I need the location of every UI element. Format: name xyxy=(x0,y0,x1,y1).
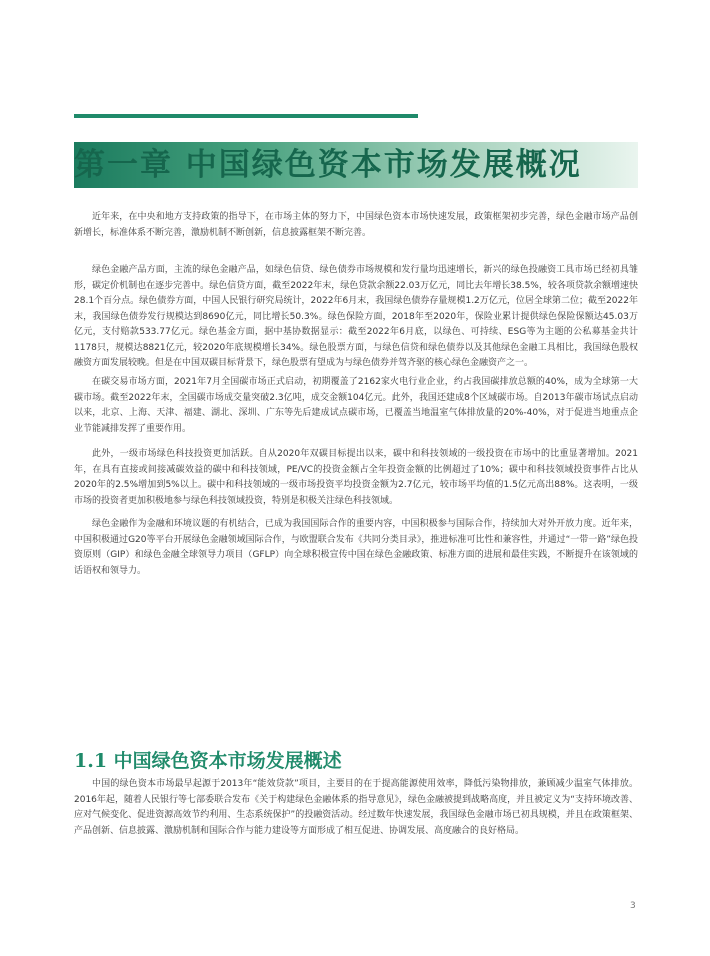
paragraph-primary-market: 此外，一级市场绿色科技投资更加活跃。自从2020年双碳目标提出以来，碳中和科技领域的一级投资在市场中的比重显著增加。2021年，在具有直接或间接减碳效益的碳中和科技领域，PE/VC的投资金额占全年投资金额的比例超过了10%；碳中和科技领域投资事件占比从2020年的2.5%增加到5%以上。碳中和科技领域的一级市场投资平均投资金额为2.7亿元，较市场平均值的1.5亿元高出88%。这表明，一级市场的投资者更加积极地参与绿色科技领域投资，特别是积极关注绿色科技领域。 xyxy=(74,449,638,506)
chapter-title-text: 第一章 中国绿色资本市场发展概况 xyxy=(74,147,582,183)
section-paragraph: 中国的绿色资本市场最早起源于2013年“能效贷款”项目，主要目的在于提高能源使用效率，降低污染物排放，兼顾减少温室气体排放。2016年起，随着人民银行等七部委联合发布《关于构建绿色金融体系的指导意见》，绿色金融被提到战略高度，并且被定义为“支持环境改善、应对气候变化、促进资源高效节约利用、生态系统保护”的投融资活动。经过数年快速发展，我国绿色金融市场已初具规模，并且在政策框架、产品创新、信息披露、激励机制和国际合作与能力建设等方面形成了相互促进、协调发展、高度融合的良好格局。 xyxy=(74,779,638,836)
paragraph-intro: 近年来，在中央和地方支持政策的指导下，在市场主体的努力下，中国绿色资本市场快速发展，政策框架初步完善，绿色金融市场产品创新增长，标准体系不断完善，激励机制不断创新，信息披露框架不断完善。 xyxy=(74,212,638,238)
paragraph-carbon-market: 在碳交易市场方面，2021年7月全国碳市场正式启动，初期覆盖了2162家火电行业企业，约占我国碳排放总额的40%，成为全球第一大碳市场。截至2022年末，全国碳市场成交量突破2.3亿吨，成交金额104亿元。此外，我国还建成8个区域碳市场。自2013年碳市场试点启动以来，北京、上海、天津、福建、湖北、深圳、广东等先后建成试点碳市场，已覆盖当地温室气体排放量的20%-40%，对于促进当地重点企业节能减排发挥了重要作用。 xyxy=(74,377,638,434)
paragraph-green-products: 绿色金融产品方面，主流的绿色金融产品，如绿色信贷、绿色债券市场规模和发行量均迅速增长，新兴的绿色投融资工具市场已经初具雏形，碳定价机制也在逐步完善中。绿色信贷方面，截至2022年末，绿色贷款余额22.03万亿元，同比去年增长38.5%，较各项贷款余额增速快28.1个百分点。绿色债券方面，中国人民银行研究局统计，2022年6月末，我国绿色债券存量规模1.2万亿元，位居全球第二位；截至2022年末，我国绿色债券发行规模达到8690亿元，同比增长50.3%。绿色保险方面，2018年至2020年，保险业累计提供绿色保险保额达45.03万亿元，支付赔款533.77亿元。绿色基金方面，据中基协数据显示：截至2022年6月底，以绿色、可持续、ESG等为主题的公私募基金共计1178只，规模达8821亿元，较2020年底规模增长34%。绿色股票方面，与绿色信贷和绿色债券以及其他绿色金融工具相比，我国绿色股权融资方面发展较晚。但是在中国双碳目标背景下，绿色股票有望成为与绿色债券并驾齐驱的核心绿色金融资产之一。 xyxy=(74,265,638,368)
section-title: 1.1 中国绿色资本市场发展概述 xyxy=(74,750,342,772)
top-accent-rule xyxy=(74,114,418,118)
chapter-title xyxy=(74,140,582,190)
paragraph-international: 绿色金融作为金融和环境议题的有机结合，已成为我国国际合作的重要内容，中国积极参与国际合作，持续加大对外开放力度。近年来，中国积极通过G20等平台开展绿色金融领域国际合作，与欧盟联合发布《共同分类目录》，推进标准可比性和兼容性，并通过“一带一路”绿色投资原则（GIP）和绿色金融全球领导力项目（GFLP）向全球积极宣传中国在绿色金融政策、标准方面的进展和最佳实践，不断提升在该领域的话语权和领导力。 xyxy=(74,519,638,576)
page-number: 3 xyxy=(630,901,636,911)
